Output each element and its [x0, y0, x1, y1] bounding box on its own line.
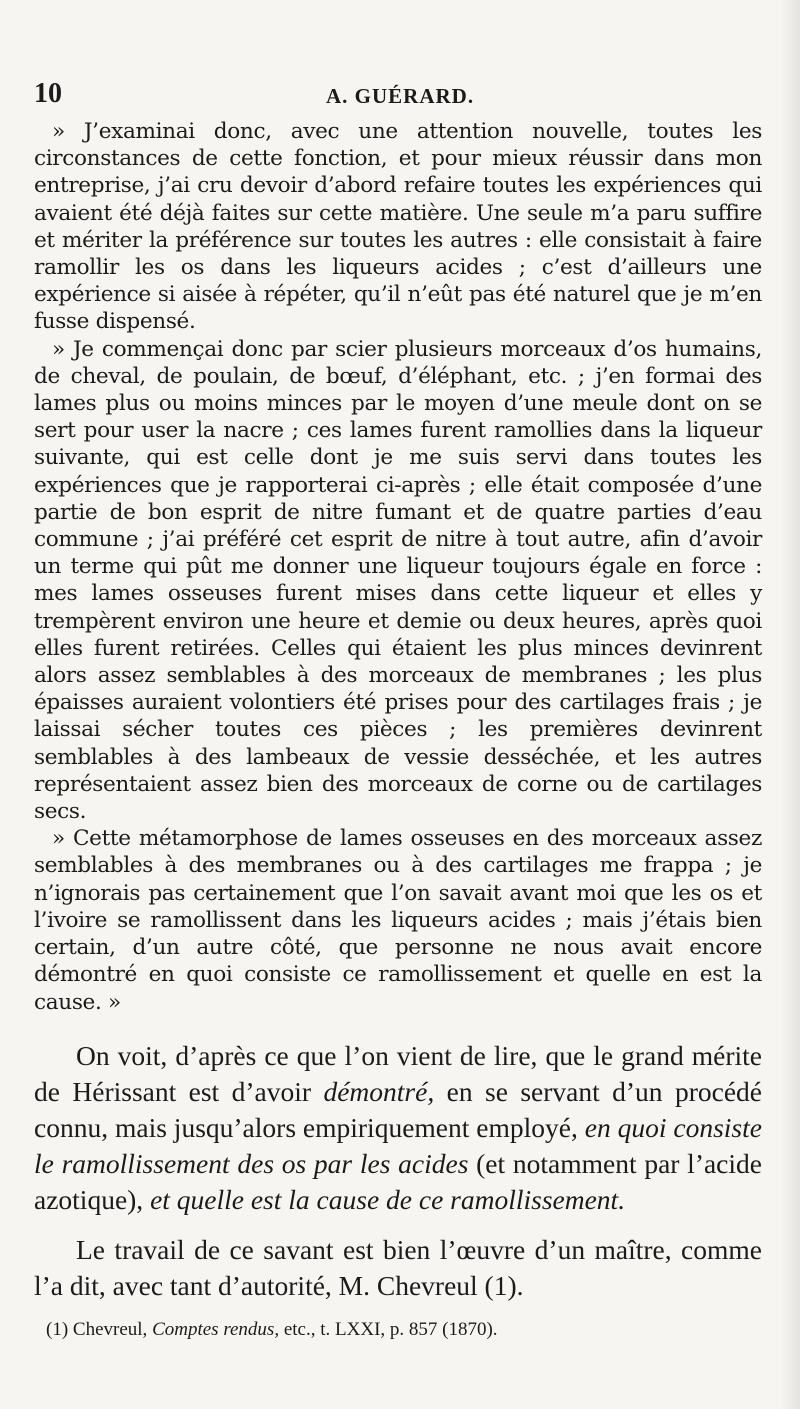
body-paragraph-1 [34, 1038, 762, 1218]
main-text [34, 1038, 762, 1304]
running-head: A. GUÉRARD. [326, 84, 475, 108]
page-header [34, 78, 762, 118]
page-number: 10 [34, 78, 62, 109]
footnote-rest: etc., t. LXXI, p. 857 (1870). [283, 1318, 498, 1340]
footnote-marker: (1) [46, 1318, 69, 1340]
body-paragraph-2: Le travail de ce savant est bien l’œuvre d’un maître, comme l’a dit, avec tant d’autorité, M. Chevreul (1). [34, 1233, 762, 1301]
footnote [34, 1318, 762, 1342]
body-p1-text-c: en se servant d’un procédé connu, mais jusqu’alors empiriquement employé, [34, 1075, 762, 1143]
body-p1-italic-en-quoi: en quoi consiste le ramollissement des os par les acides [34, 1111, 762, 1179]
quoted-passage [34, 118, 762, 1016]
footnote-author: Chevreul, [72, 1318, 148, 1340]
quote-paragraph-2: » Je commençai donc par scier plusieurs morceaux d’os humains, de cheval, de poulain, de bœuf, d’éléphant, etc. ; j’en formai des lames plus ou moins minces par le moyen d’une meule dont on se sert pour user la nacre ; ces lames furent ramollies dans la liqueur suivante, qui est celle dont je me suis servi dans toutes les expériences que je rapporterai ci-après ; elle était composée d’une partie de bon esprit de nitre fumant et de quatre parties d’eau commune ; j’ai préféré cet esprit de nitre à tout autre, afin d’avoir un terme qui pût me donner une liqueur toujours égale en force : mes lames osseuses furent mises dans cette liqueur et elles y trempèrent environ une heure et demie ou deux heures, après quoi elles furent retirées. Celles qui étaient les plus minces devinrent alors assez semblables à des morceaux de membranes ; les plus épaisses auraient volontiers été prises pour des cartilages frais ; je laissai sécher toutes ces pièces ; les premières devinrent semblables à des lambeaux de vessie desséchée, et les autres représentaient assez bien des morceaux de corne ou de cartilages secs. [34, 336, 762, 825]
footnote-title: Comptes rendus, [152, 1318, 280, 1340]
quote-paragraph-1: » J’examinai donc, avec une attention nouvelle, toutes les circonstances de cette fonction, et pour mieux réussir dans mon entreprise, j’ai cru devoir d’abord refaire toutes les expériences qui avaient été déjà faites sur cette matière. Une seule m’a paru suffire et mériter la préférence sur toutes les autres : elle consistait à faire ramollir les os dans les liqueurs acides ; c’est d’ailleurs une expérience si aisée à répéter, qu’il n’eût pas été naturel que je m’en fusse dispensé. [34, 119, 762, 335]
body-p1-text-a: On voit, d’après ce que l’on vient de lire, que le grand mérite de Hérissant est d’avoir [34, 1039, 762, 1107]
book-page [34, 78, 762, 1342]
body-p1-italic-cause: et quelle est la cause de ce ramollissement. [150, 1183, 626, 1215]
page-edge-shadow [780, 0, 800, 1409]
quote-paragraph-3: » Cette métamorphose de lames osseuses en des morceaux assez semblables à des membranes ou à des cartilages me frappa ; je n’ignorais pas certainement que l’on savait avant moi que les os et l’ivoire se ramollissent dans les liqueurs acides ; mais j’étais bien certain, d’un autre côté, que personne ne nous avait encore démontré en quoi consiste ce ramollissement et quelle en est la cause. » [34, 826, 762, 1015]
body-p1-text-e: (et notamment par l’acide azotique), [34, 1147, 762, 1215]
body-p1-italic-demontre: démontré, [323, 1075, 435, 1107]
